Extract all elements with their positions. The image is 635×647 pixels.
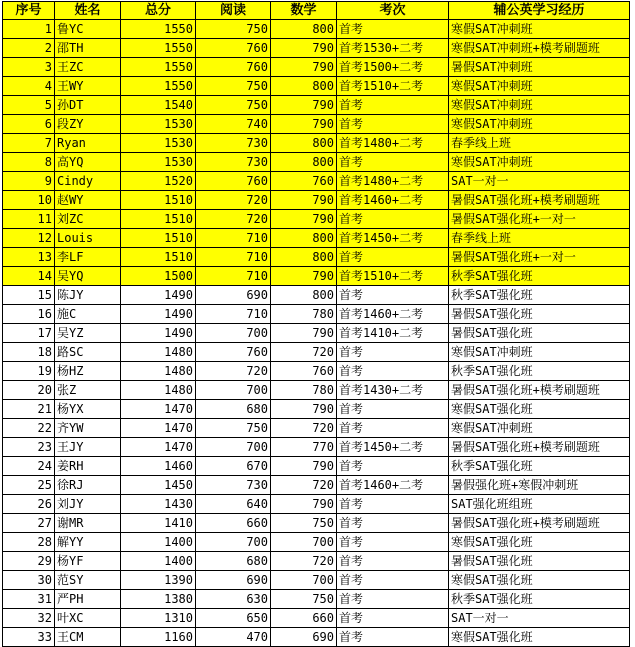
cell-total[interactable]: 1390: [121, 571, 196, 590]
cell-name[interactable]: 范SY: [55, 571, 121, 590]
table-row: [3, 153, 630, 172]
table-row: [3, 533, 630, 552]
cell-attempt[interactable]: 首考: [337, 590, 449, 609]
cell-reading[interactable]: 720: [196, 362, 271, 381]
cell-math[interactable]: 800: [271, 134, 337, 153]
cell-index[interactable]: 9: [3, 172, 55, 191]
cell-math[interactable]: 800: [271, 248, 337, 267]
cell-reading[interactable]: 710: [196, 267, 271, 286]
table-row: [3, 267, 630, 286]
cell-name[interactable]: Ryan: [55, 134, 121, 153]
cell-history[interactable]: 寒假SAT冲刺班: [449, 153, 630, 172]
cell-math[interactable]: 700: [271, 571, 337, 590]
cell-name[interactable]: Cindy: [55, 172, 121, 191]
cell-name[interactable]: 杨YF: [55, 552, 121, 571]
cell-index[interactable]: 16: [3, 305, 55, 324]
cell-index[interactable]: 21: [3, 400, 55, 419]
table-row: [3, 590, 630, 609]
table-row: [3, 134, 630, 153]
table-row: [3, 286, 630, 305]
cell-attempt[interactable]: 首考1480+二考: [337, 172, 449, 191]
cell-math[interactable]: 720: [271, 552, 337, 571]
cell-math[interactable]: 760: [271, 172, 337, 191]
table-row: [3, 305, 630, 324]
cell-reading[interactable]: 730: [196, 153, 271, 172]
cell-index[interactable]: 33: [3, 628, 55, 647]
cell-name[interactable]: 姜RH: [55, 457, 121, 476]
cell-attempt[interactable]: 首考1460+二考: [337, 305, 449, 324]
cell-reading[interactable]: 700: [196, 533, 271, 552]
cell-index[interactable]: 27: [3, 514, 55, 533]
cell-reading[interactable]: 700: [196, 438, 271, 457]
cell-history[interactable]: 春季线上班: [449, 229, 630, 248]
cell-attempt[interactable]: 首考1510+二考: [337, 77, 449, 96]
cell-history[interactable]: 秋季SAT强化班: [449, 457, 630, 476]
table-row: [3, 362, 630, 381]
cell-name[interactable]: 路SC: [55, 343, 121, 362]
cell-attempt[interactable]: 首考: [337, 153, 449, 172]
cell-attempt[interactable]: 首考: [337, 362, 449, 381]
cell-name[interactable]: 王JY: [55, 438, 121, 457]
cell-name[interactable]: 王ZC: [55, 58, 121, 77]
cell-name[interactable]: 徐RJ: [55, 476, 121, 495]
cell-total[interactable]: 1470: [121, 400, 196, 419]
cell-attempt[interactable]: 首考: [337, 571, 449, 590]
cell-total[interactable]: 1410: [121, 514, 196, 533]
table-row: [3, 191, 630, 210]
cell-reading[interactable]: 750: [196, 77, 271, 96]
cell-total[interactable]: 1500: [121, 267, 196, 286]
cell-name[interactable]: 齐YW: [55, 419, 121, 438]
cell-math[interactable]: 780: [271, 381, 337, 400]
cell-reading[interactable]: 700: [196, 324, 271, 343]
cell-index[interactable]: 29: [3, 552, 55, 571]
table-row: [3, 96, 630, 115]
cell-total[interactable]: 1520: [121, 172, 196, 191]
cell-reading[interactable]: 760: [196, 172, 271, 191]
cell-index[interactable]: 15: [3, 286, 55, 305]
cell-name[interactable]: 吴YQ: [55, 267, 121, 286]
cell-index[interactable]: 30: [3, 571, 55, 590]
cell-math[interactable]: 720: [271, 343, 337, 362]
cell-math[interactable]: 750: [271, 514, 337, 533]
table-row: [3, 77, 630, 96]
table-row: [3, 628, 630, 647]
cell-name[interactable]: 施C: [55, 305, 121, 324]
cell-math[interactable]: 790: [271, 210, 337, 229]
cell-total[interactable]: 1400: [121, 552, 196, 571]
cell-history[interactable]: 寒假SAT冲刺班: [449, 20, 630, 39]
cell-attempt[interactable]: 首考: [337, 457, 449, 476]
table-row: [3, 343, 630, 362]
score-table: [2, 1, 630, 647]
cell-history[interactable]: 暑假强化班+寒假冲刺班: [449, 476, 630, 495]
cell-math[interactable]: 690: [271, 628, 337, 647]
cell-math[interactable]: 720: [271, 419, 337, 438]
cell-name[interactable]: 吴YZ: [55, 324, 121, 343]
table-row: [3, 58, 630, 77]
cell-name[interactable]: 鲁YC: [55, 20, 121, 39]
cell-math[interactable]: 790: [271, 324, 337, 343]
cell-reading[interactable]: 670: [196, 457, 271, 476]
header-index[interactable]: 序号: [3, 2, 55, 20]
cell-attempt[interactable]: 首考: [337, 514, 449, 533]
table-row: [3, 438, 630, 457]
cell-total[interactable]: 1530: [121, 115, 196, 134]
cell-index[interactable]: 17: [3, 324, 55, 343]
cell-math[interactable]: 800: [271, 153, 337, 172]
cell-reading[interactable]: 730: [196, 134, 271, 153]
cell-history[interactable]: 春季线上班: [449, 134, 630, 153]
cell-name[interactable]: 严PH: [55, 590, 121, 609]
cell-reading[interactable]: 710: [196, 229, 271, 248]
cell-total[interactable]: 1160: [121, 628, 196, 647]
cell-name[interactable]: 段ZY: [55, 115, 121, 134]
cell-reading[interactable]: 710: [196, 305, 271, 324]
cell-attempt[interactable]: 首考: [337, 495, 449, 514]
cell-total[interactable]: 1470: [121, 438, 196, 457]
cell-total[interactable]: 1550: [121, 58, 196, 77]
cell-math[interactable]: 790: [271, 457, 337, 476]
cell-name[interactable]: 赵WY: [55, 191, 121, 210]
cell-attempt[interactable]: 首考: [337, 343, 449, 362]
cell-total[interactable]: 1400: [121, 533, 196, 552]
cell-reading[interactable]: 750: [196, 419, 271, 438]
table-row: [3, 324, 630, 343]
cell-attempt[interactable]: 首考: [337, 96, 449, 115]
cell-reading[interactable]: 650: [196, 609, 271, 628]
cell-reading[interactable]: 760: [196, 39, 271, 58]
cell-index[interactable]: 5: [3, 96, 55, 115]
cell-reading[interactable]: 630: [196, 590, 271, 609]
cell-history[interactable]: 暑假SAT强化班: [449, 552, 630, 571]
table-row: [3, 419, 630, 438]
cell-attempt[interactable]: 首考: [337, 286, 449, 305]
cell-name[interactable]: 杨YX: [55, 400, 121, 419]
table-row: [3, 609, 630, 628]
cell-total[interactable]: 1450: [121, 476, 196, 495]
cell-reading[interactable]: 640: [196, 495, 271, 514]
cell-total[interactable]: 1380: [121, 590, 196, 609]
cell-index[interactable]: 23: [3, 438, 55, 457]
cell-total[interactable]: 1480: [121, 343, 196, 362]
cell-math[interactable]: 790: [271, 115, 337, 134]
cell-index[interactable]: 7: [3, 134, 55, 153]
cell-attempt[interactable]: 首考1410+二考: [337, 324, 449, 343]
cell-total[interactable]: 1490: [121, 305, 196, 324]
cell-math[interactable]: 800: [271, 77, 337, 96]
cell-index[interactable]: 2: [3, 39, 55, 58]
cell-reading[interactable]: 750: [196, 20, 271, 39]
cell-total[interactable]: 1490: [121, 324, 196, 343]
cell-history[interactable]: 秋季SAT强化班: [449, 362, 630, 381]
table-row: [3, 381, 630, 400]
cell-name[interactable]: 杨HZ: [55, 362, 121, 381]
cell-total[interactable]: 1470: [121, 419, 196, 438]
header-attempt[interactable]: 考次: [337, 2, 449, 20]
cell-history[interactable]: 暑假SAT强化班+一对一: [449, 248, 630, 267]
table-row: [3, 400, 630, 419]
header-history[interactable]: 辅公英学习经历: [449, 2, 630, 20]
cell-index[interactable]: 11: [3, 210, 55, 229]
cell-index[interactable]: 32: [3, 609, 55, 628]
cell-total[interactable]: 1510: [121, 229, 196, 248]
cell-math[interactable]: 800: [271, 286, 337, 305]
cell-attempt[interactable]: 首考: [337, 400, 449, 419]
cell-name[interactable]: 解YY: [55, 533, 121, 552]
cell-index[interactable]: 31: [3, 590, 55, 609]
cell-name[interactable]: 刘ZC: [55, 210, 121, 229]
cell-math[interactable]: 790: [271, 58, 337, 77]
cell-math[interactable]: 700: [271, 533, 337, 552]
cell-index[interactable]: 12: [3, 229, 55, 248]
table-row: [3, 552, 630, 571]
cell-history[interactable]: 暑假SAT强化班: [449, 305, 630, 324]
table-row: [3, 571, 630, 590]
cell-attempt[interactable]: 首考: [337, 552, 449, 571]
cell-history[interactable]: 寒假SAT冲刺班: [449, 419, 630, 438]
cell-total[interactable]: 1510: [121, 210, 196, 229]
header-math[interactable]: 数学: [271, 2, 337, 20]
cell-reading[interactable]: 760: [196, 58, 271, 77]
cell-math[interactable]: 790: [271, 495, 337, 514]
header-total[interactable]: 总分: [121, 2, 196, 20]
cell-index[interactable]: 18: [3, 343, 55, 362]
cell-name[interactable]: 王WY: [55, 77, 121, 96]
cell-total[interactable]: 1510: [121, 248, 196, 267]
table-body: [3, 20, 630, 647]
cell-attempt[interactable]: 首考1530+二考: [337, 39, 449, 58]
cell-name[interactable]: Louis: [55, 229, 121, 248]
cell-index[interactable]: 8: [3, 153, 55, 172]
cell-name[interactable]: 孙DT: [55, 96, 121, 115]
cell-attempt[interactable]: 首考: [337, 419, 449, 438]
cell-index[interactable]: 22: [3, 419, 55, 438]
cell-name[interactable]: 陈JY: [55, 286, 121, 305]
cell-math[interactable]: 760: [271, 362, 337, 381]
cell-reading[interactable]: 700: [196, 381, 271, 400]
cell-history[interactable]: 寒假SAT冲刺班: [449, 115, 630, 134]
cell-attempt[interactable]: 首考: [337, 628, 449, 647]
cell-reading[interactable]: 680: [196, 400, 271, 419]
cell-name[interactable]: 邵TH: [55, 39, 121, 58]
cell-history[interactable]: 寒假SAT冲刺班+模考刷题班: [449, 39, 630, 58]
cell-total[interactable]: 1460: [121, 457, 196, 476]
cell-total[interactable]: 1510: [121, 191, 196, 210]
cell-reading[interactable]: 740: [196, 115, 271, 134]
cell-index[interactable]: 3: [3, 58, 55, 77]
cell-attempt[interactable]: 首考1460+二考: [337, 191, 449, 210]
cell-history[interactable]: 暑假SAT强化班+模考刷题班: [449, 514, 630, 533]
cell-math[interactable]: 800: [271, 229, 337, 248]
cell-index[interactable]: 19: [3, 362, 55, 381]
cell-history[interactable]: 寒假SAT冲刺班: [449, 96, 630, 115]
cell-index[interactable]: 14: [3, 267, 55, 286]
cell-math[interactable]: 720: [271, 476, 337, 495]
cell-attempt[interactable]: 首考: [337, 115, 449, 134]
table-row: [3, 248, 630, 267]
cell-history[interactable]: 寒假SAT冲刺班: [449, 77, 630, 96]
cell-index[interactable]: 13: [3, 248, 55, 267]
cell-reading[interactable]: 660: [196, 514, 271, 533]
cell-attempt[interactable]: 首考1500+二考: [337, 58, 449, 77]
cell-history[interactable]: 秋季SAT强化班: [449, 286, 630, 305]
cell-reading[interactable]: 750: [196, 96, 271, 115]
cell-total[interactable]: 1550: [121, 39, 196, 58]
cell-math[interactable]: 750: [271, 590, 337, 609]
cell-reading[interactable]: 710: [196, 248, 271, 267]
cell-index[interactable]: 10: [3, 191, 55, 210]
cell-history[interactable]: 寒假SAT强化班: [449, 571, 630, 590]
cell-history[interactable]: SAT强化班组班: [449, 495, 630, 514]
cell-history[interactable]: SAT一对一: [449, 609, 630, 628]
cell-attempt[interactable]: 首考1430+二考: [337, 381, 449, 400]
cell-total[interactable]: 1310: [121, 609, 196, 628]
table-row: [3, 457, 630, 476]
cell-math[interactable]: 780: [271, 305, 337, 324]
cell-math[interactable]: 790: [271, 96, 337, 115]
cell-math[interactable]: 790: [271, 191, 337, 210]
cell-index[interactable]: 26: [3, 495, 55, 514]
cell-history[interactable]: 暑假SAT强化班+模考刷题班: [449, 438, 630, 457]
cell-history[interactable]: 暑假SAT冲刺班: [449, 58, 630, 77]
cell-history[interactable]: 寒假SAT冲刺班: [449, 343, 630, 362]
cell-attempt[interactable]: 首考1460+二考: [337, 476, 449, 495]
cell-total[interactable]: 1490: [121, 286, 196, 305]
cell-history[interactable]: 寒假SAT强化班: [449, 533, 630, 552]
cell-history[interactable]: 暑假SAT强化班+模考刷题班: [449, 381, 630, 400]
cell-name[interactable]: 王CM: [55, 628, 121, 647]
cell-attempt[interactable]: 首考: [337, 210, 449, 229]
cell-reading[interactable]: 760: [196, 343, 271, 362]
cell-index[interactable]: 25: [3, 476, 55, 495]
cell-name[interactable]: 谢MR: [55, 514, 121, 533]
cell-math[interactable]: 660: [271, 609, 337, 628]
cell-reading[interactable]: 690: [196, 286, 271, 305]
cell-math[interactable]: 800: [271, 20, 337, 39]
cell-attempt[interactable]: 首考: [337, 20, 449, 39]
cell-attempt[interactable]: 首考1450+二考: [337, 438, 449, 457]
cell-total[interactable]: 1550: [121, 20, 196, 39]
cell-math[interactable]: 790: [271, 267, 337, 286]
cell-attempt[interactable]: 首考1450+二考: [337, 229, 449, 248]
cell-history[interactable]: 暑假SAT强化班: [449, 324, 630, 343]
cell-index[interactable]: 20: [3, 381, 55, 400]
cell-attempt[interactable]: 首考: [337, 533, 449, 552]
cell-index[interactable]: 6: [3, 115, 55, 134]
header-reading[interactable]: 阅读: [196, 2, 271, 20]
table-row: [3, 20, 630, 39]
cell-reading[interactable]: 720: [196, 210, 271, 229]
cell-total[interactable]: 1530: [121, 134, 196, 153]
cell-name[interactable]: 刘JY: [55, 495, 121, 514]
cell-reading[interactable]: 690: [196, 571, 271, 590]
cell-history[interactable]: 寒假SAT强化班: [449, 628, 630, 647]
cell-total[interactable]: 1550: [121, 77, 196, 96]
table-row: [3, 210, 630, 229]
cell-math[interactable]: 790: [271, 400, 337, 419]
cell-history[interactable]: 暑假SAT强化班+模考刷题班: [449, 191, 630, 210]
cell-index[interactable]: 24: [3, 457, 55, 476]
table-row: [3, 495, 630, 514]
cell-history[interactable]: 秋季SAT强化班: [449, 267, 630, 286]
header-row: [3, 2, 630, 20]
table-row: [3, 115, 630, 134]
cell-history[interactable]: 暑假SAT强化班+一对一: [449, 210, 630, 229]
cell-name[interactable]: 李LF: [55, 248, 121, 267]
cell-index[interactable]: 28: [3, 533, 55, 552]
cell-total[interactable]: 1540: [121, 96, 196, 115]
cell-reading[interactable]: 470: [196, 628, 271, 647]
cell-name[interactable]: 叶XC: [55, 609, 121, 628]
cell-reading[interactable]: 680: [196, 552, 271, 571]
cell-total[interactable]: 1530: [121, 153, 196, 172]
cell-attempt[interactable]: 首考1510+二考: [337, 267, 449, 286]
cell-history[interactable]: 寒假SAT强化班: [449, 400, 630, 419]
cell-math[interactable]: 790: [271, 39, 337, 58]
header-name[interactable]: 姓名: [55, 2, 121, 20]
table-row: [3, 514, 630, 533]
cell-index[interactable]: 1: [3, 20, 55, 39]
cell-attempt[interactable]: 首考: [337, 248, 449, 267]
cell-reading[interactable]: 720: [196, 191, 271, 210]
table-row: [3, 229, 630, 248]
table-row: [3, 476, 630, 495]
cell-math[interactable]: 770: [271, 438, 337, 457]
cell-attempt[interactable]: 首考1480+二考: [337, 134, 449, 153]
cell-name[interactable]: 张Z: [55, 381, 121, 400]
cell-attempt[interactable]: 首考: [337, 609, 449, 628]
cell-index[interactable]: 4: [3, 77, 55, 96]
cell-total[interactable]: 1480: [121, 381, 196, 400]
cell-history[interactable]: SAT一对一: [449, 172, 630, 191]
cell-total[interactable]: 1430: [121, 495, 196, 514]
table-row: [3, 172, 630, 191]
cell-history[interactable]: 秋季SAT强化班: [449, 590, 630, 609]
cell-reading[interactable]: 730: [196, 476, 271, 495]
cell-name[interactable]: 高YQ: [55, 153, 121, 172]
table-row: [3, 39, 630, 58]
cell-total[interactable]: 1480: [121, 362, 196, 381]
